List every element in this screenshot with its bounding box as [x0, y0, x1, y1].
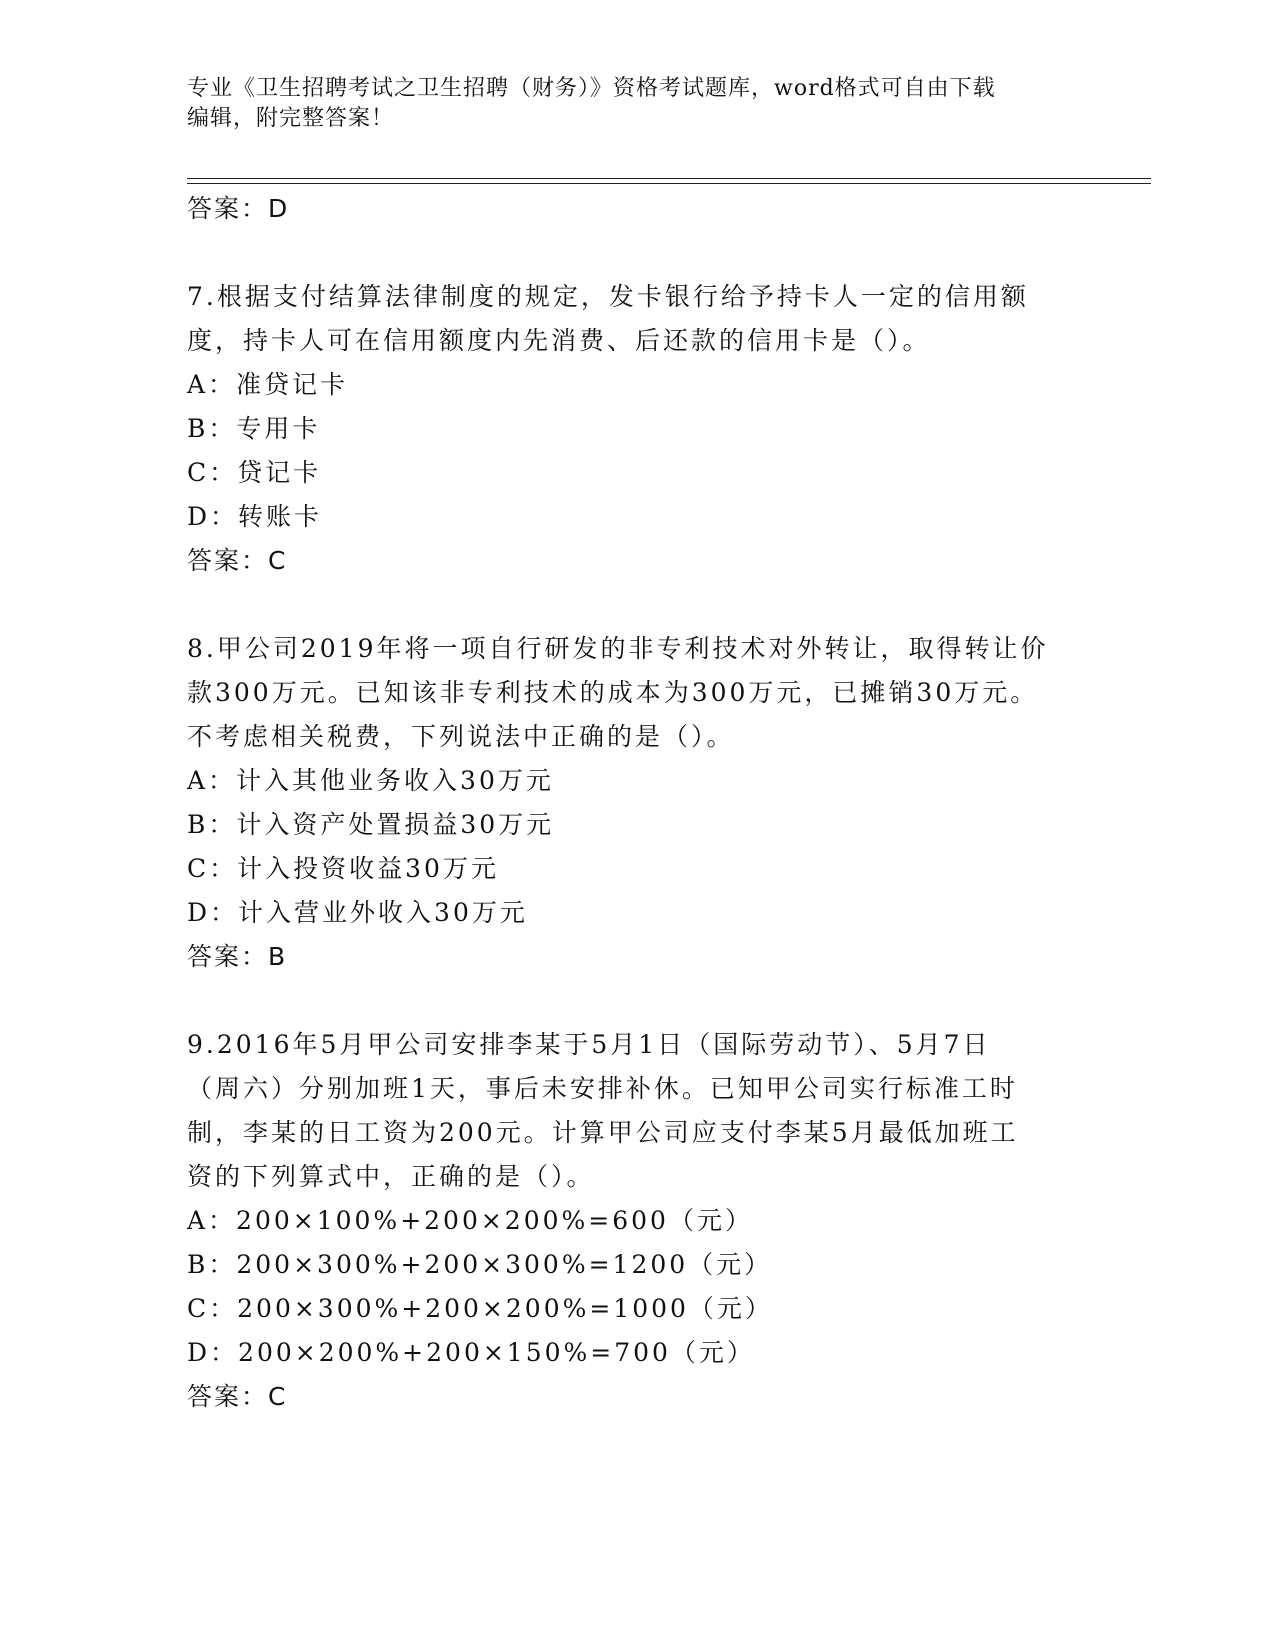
document-header [187, 74, 1067, 134]
q8-option-b: B：计入资产处置损益30万元 [187, 810, 555, 839]
q7-answer: 答案：C [187, 546, 288, 575]
q9-option-b: B：200×300%+200×300%=1200（元） [187, 1250, 773, 1279]
q7-option-a: A：准贷记卡 [187, 370, 349, 399]
q9-stem-line-4: 资的下列算式中，正确的是（）。 [187, 1162, 595, 1191]
q9-stem-line-2: （周六）分别加班1天，事后未安排补休。已知甲公司实行标准工时 [187, 1074, 1018, 1103]
q8-option-d: D：计入营业外收入30万元 [187, 898, 528, 927]
header-divider-bottom [187, 183, 1151, 184]
header-line-2: 编辑，附完整答案！ [187, 106, 395, 131]
q8-stem-line-3: 不考虑相关税费，下列说法中正确的是（）。 [187, 722, 735, 751]
q9-option-d: D：200×200%+200×150%=700（元） [187, 1338, 755, 1367]
q7-option-b: B：专用卡 [187, 414, 321, 443]
q8-option-a: A：计入其他业务收入30万元 [187, 766, 554, 795]
q7-stem-line-2: 度，持卡人可在信用额度内先消费、后还款的信用卡是（）。 [187, 326, 931, 355]
q8-stem-line-2: 款300万元。已知该非专利技术的成本为300万元，已摊销30万元。 [187, 678, 1039, 707]
previous-answer: 答案：D [187, 194, 290, 223]
q9-option-c: C：200×300%+200×200%=1000（元） [187, 1294, 773, 1323]
q9-option-a: A：200×100%+200×200%=600（元） [187, 1206, 753, 1235]
q7-option-c: C：贷记卡 [187, 458, 322, 487]
q8-answer: 答案：B [187, 942, 288, 971]
q8-stem-line-1: 8.甲公司2019年将一项自行研发的非专利技术对外转让，取得转让价 [187, 634, 1049, 663]
q9-stem-line-1: 9.2016年5月甲公司安排李某于5月1日（国际劳动节）、5月7日 [187, 1030, 991, 1059]
q7-stem-line-1: 7.根据支付结算法律制度的规定，发卡银行给予持卡人一定的信用额 [187, 282, 1029, 311]
q7-option-d: D：转账卡 [187, 502, 323, 531]
q8-option-c: C：计入投资收益30万元 [187, 854, 499, 883]
header-divider-top [187, 178, 1151, 179]
header-line-1: 专业《卫生招聘考试之卫生招聘（财务）》资格考试题库，word格式可自由下载 [187, 76, 996, 101]
q9-stem-line-3: 制，李某的日工资为200元。计算甲公司应支付李某5月最低加班工 [187, 1118, 1019, 1147]
q9-answer: 答案：C [187, 1382, 288, 1411]
